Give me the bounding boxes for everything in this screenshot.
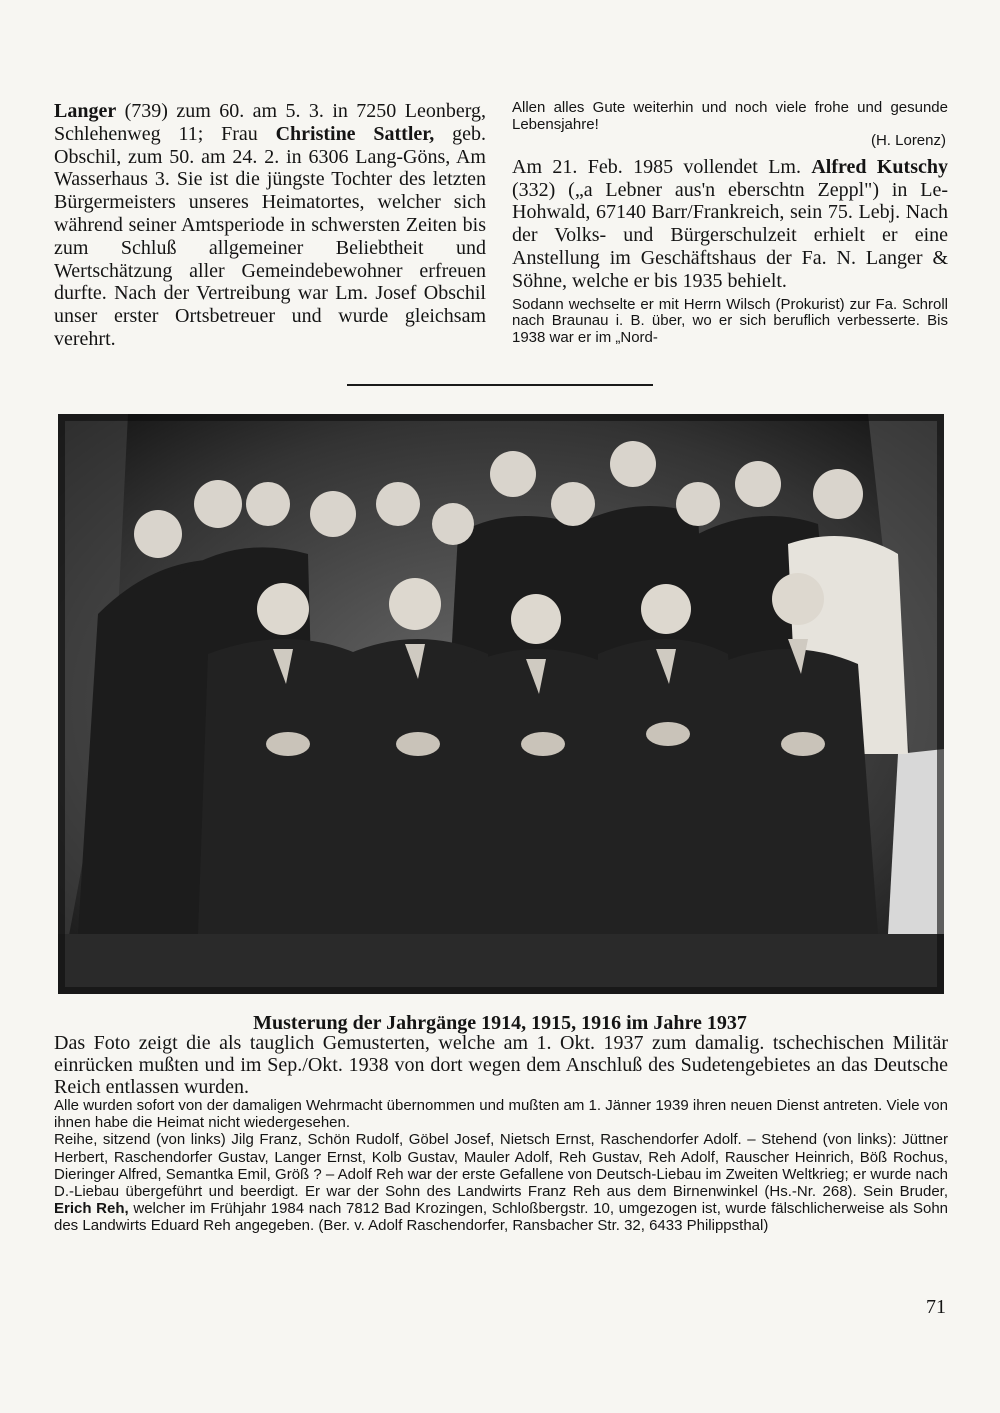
left-text-1: (739) zum 60. am 5. 3. in 7250 Leonberg, Schlehenweg 11; Frau [54,100,486,145]
name-christine-sattler: Christine Sattler, [275,122,435,145]
photo-caption-title: Musterung der Jahrgänge 1914, 1915, 1916 im Jahre 1937 [253,1012,747,1034]
greeting [512,100,948,133]
left-paragraph [54,100,486,351]
kutschy-paragraph [512,156,948,293]
name-erich-reh: Erich Reh, [54,1200,129,1218]
kutschy-text-2: (332) („a Lebner aus'n eberschtn Zeppl") in Le-Hohwald, 67140 Barr/Frankreich, sein 75. Lebj. Nach der Volks- und Bürgerschulzeit erhielt er eine Anstellung im Geschäftshaus der Fa. N. Langer & Söhne, welche er bis 1935 behielt. [512,178,948,292]
name-langer: Langer [54,100,117,122]
group-photo-illustration [58,414,944,994]
left-column [54,100,486,351]
left-text-2: geb. Obschil, zum 50. am 24. 2. in 6306 Lang-Göns, Am Wasserhaus 3. Sie ist die jüngste Tochter des letzten Bürgermeisters unseres Heimatortes, welcher sich während seiner Amtsperiode in schwersten Zeiten bis zum Schluß allgemeiner Beliebtheit und Wertschätzung aller Gemeindebewohner erfreuen durfte. Nach der Vertreibung war Lm. Josef Obschil unser erster Ortsbetreuer und wurde gleichsam verehrt. [54,122,486,350]
photo-caption-intro [54,1032,948,1098]
page-number: 71 [926,1296,946,1318]
caption-paragraph-2: Alle wurden sofort von der damaligen Wehrmacht übernommen und mußten am 1. Jänner 1939 ihren neuen Dienst antreten. Viele von ihnen habe die Heimat nicht wiedergesehen. [54,1097,948,1132]
greeting-text: Allen alles Gute weiterhin und noch viele frohe und gesunde Lebensjahre! [512,99,948,133]
greeting-signature: (H. Lorenz) [870,132,946,150]
caption-intro-text: Das Foto zeigt die als tauglich Gemusterten, welche am 1. Okt. 1937 zum damalig. tschechischen Militär einrücken mußten und im Sep./Okt. 1938 von dort wegen dem Anschluß des Sudetengebietes an das Deutsche Reich entlassen wurden. [54,1032,948,1098]
caption-closing-text: welcher im Frühjahr 1984 nach 7812 Bad Krozingen, Schloßbergstr. 10, umgezogen ist, wurde fälschlicherweise als Sohn des Landwirts Eduard Reh angegeben. (Ber. v. Adolf Raschendorfer, Ransbacher Str. 32, 6433 Philippsthal) [54,1200,949,1235]
name-alfred-kutschy: Alfred Kutschy [811,155,948,178]
photo-caption-details [54,1097,948,1235]
section-divider [347,384,653,386]
kutschy-text-1: Am 21. Feb. 1985 vollendet Lm. [512,155,812,178]
caption-names-text: Reihe, sitzend (von links) Jilg Franz, Schön Rudolf, Göbel Josef, Nietsch Ernst, Raschendorfer Adolf. – Stehend (von links): Jüttner Herbert, Raschendorfer Gustav, Langer Ernst, Kolb Gustav, Mauler Adolf, Reh Gustav, Reh Adolf, Rauscher Heinrich, Böß Rochus, Dieringer Alfred, Semantka Emil, Größ ? – Adolf Reh war der erste Gefallene von Deutsch-Liebau im Zweiten Weltkrieg; er wurde nach D.-Liebau übergeführt und beerdigt. Er war der Sohn des Landwirts Franz Reh aus dem Birnenwinkel (Hs.-Nr. 268). Sein Bruder, [54,1131,948,1201]
group-photo [58,414,944,994]
greeting-signature-row [512,133,948,150]
schroll-paragraph: Sodann wechselte er mit Herrn Wilsch (Prokurist) zur Fa. Schroll nach Braunau i. B. über, wo er sich beruflich verbesserte. Bis 1938 war er im „Nord- [512,295,948,346]
right-column [512,100,948,346]
caption-paragraph-3 [54,1131,948,1234]
